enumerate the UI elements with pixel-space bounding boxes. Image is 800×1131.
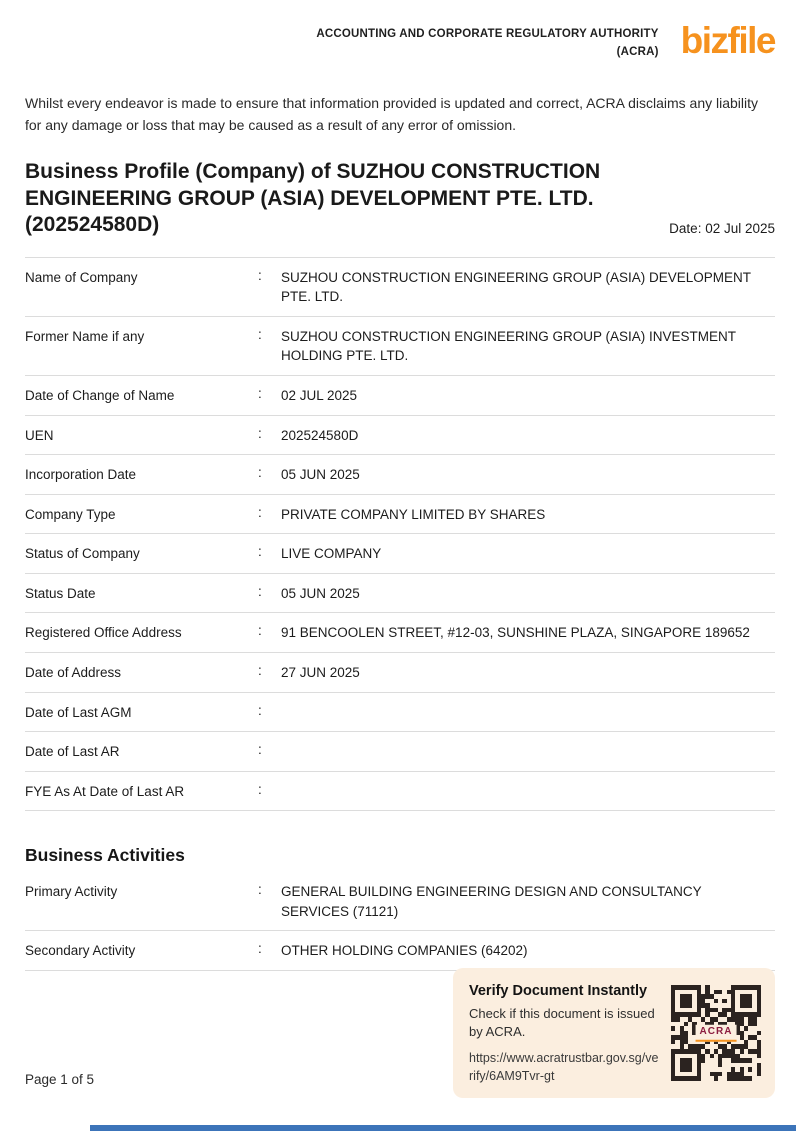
- table-row: [25, 574, 775, 614]
- row-value: LIVE COMPANY: [281, 546, 382, 562]
- page-number: Page 1 of 5: [25, 1072, 95, 1087]
- row-value: GENERAL BUILDING ENGINEERING DESIGN AND CONSULTANCY SERVICES (71121): [281, 884, 702, 919]
- row-separator: :: [258, 326, 262, 342]
- row-value: 05 JUN 2025: [281, 467, 360, 483]
- business-activities-heading: Business Activities: [25, 845, 185, 866]
- row-separator: :: [258, 544, 262, 560]
- verify-box: [453, 968, 775, 1098]
- row-separator: :: [258, 662, 262, 678]
- row-value: SUZHOU CONSTRUCTION ENGINEERING GROUP (ASIA) DEVELOPMENT PTE. LTD.: [281, 269, 751, 305]
- row-separator: :: [258, 425, 262, 441]
- row-label: Date of Last AR: [25, 744, 120, 760]
- row-value: OTHER HOLDING COMPANIES (64202): [281, 943, 528, 959]
- row-value: 05 JUN 2025: [281, 585, 360, 601]
- row-separator: :: [258, 623, 262, 639]
- table-row: [25, 653, 775, 693]
- row-label: Date of Last AGM: [25, 704, 132, 720]
- row-value: PRIVATE COMPANY LIMITED BY SHARES: [281, 506, 546, 522]
- table-row: [25, 376, 775, 416]
- document-date: Date: 02 Jul 2025: [669, 220, 775, 236]
- row-label: Incorporation Date: [25, 467, 137, 483]
- business-activities-table: [25, 872, 775, 971]
- authority-name: [316, 22, 658, 62]
- row-separator: :: [258, 781, 262, 797]
- table-row: [25, 455, 775, 495]
- verify-title: Verify Document Instantly: [469, 983, 648, 999]
- row-label: Primary Activity: [25, 884, 118, 900]
- bizfile-logo: bizfile: [680, 20, 775, 61]
- row-separator: :: [258, 267, 262, 283]
- company-details-table: [25, 257, 775, 811]
- table-row: [25, 258, 775, 317]
- authority-line1: ACCOUNTING AND CORPORATE REGULATORY AUTHORITY: [316, 28, 659, 40]
- row-label: Status Date: [25, 585, 96, 601]
- row-separator: :: [258, 465, 262, 481]
- title-row: [25, 159, 775, 238]
- row-value: 202524580D: [281, 427, 359, 443]
- row-value: SUZHOU CONSTRUCTION ENGINEERING GROUP (ASIA) INVESTMENT HOLDING PTE. LTD.: [281, 328, 736, 364]
- disclaimer-text: Whilst every endeavor is made to ensure that information provided is updated and correct, ACRA disclaims any liability for any damage or loss that may be caused as a result of any error of omission.: [25, 94, 759, 134]
- table-row: [25, 732, 775, 772]
- table-row: [25, 872, 775, 931]
- row-separator: :: [258, 941, 262, 957]
- table-row: [25, 931, 775, 971]
- authority-line2: (ACRA): [616, 45, 659, 58]
- verify-description: Check if this document is issued by ACRA.: [469, 1006, 655, 1040]
- row-value: 02 JUL 2025: [281, 388, 358, 404]
- row-label: UEN: [25, 427, 54, 443]
- table-row: [25, 613, 775, 653]
- row-label: Former Name if any: [25, 328, 145, 344]
- page-title: Business Profile (Company) of SUZHOU CONSTRUCTION ENGINEERING GROUP (ASIA) DEVELOPMENT PTE. LTD. (202524580D): [25, 160, 601, 237]
- table-row: [25, 693, 775, 733]
- document-header: [0, 0, 800, 62]
- row-separator: :: [258, 386, 262, 402]
- acra-qr-logo: ACRA: [696, 1025, 737, 1042]
- row-separator: :: [258, 702, 262, 718]
- row-label: Secondary Activity: [25, 943, 136, 959]
- row-label: Date of Address: [25, 664, 122, 680]
- row-label: Status of Company: [25, 546, 140, 562]
- table-row: [25, 772, 775, 812]
- row-value: 91 BENCOOLEN STREET, #12-03, SUNSHINE PLAZA, SINGAPORE 189652: [281, 625, 750, 641]
- verify-text-block: [469, 983, 661, 1084]
- verify-url-link[interactable]: https://www.acratrustbar.gov.sg/verify/6AM9Tvr-gt: [469, 1051, 659, 1083]
- row-label: Date of Change of Name: [25, 388, 175, 404]
- qr-code: [671, 985, 761, 1081]
- row-separator: :: [258, 504, 262, 520]
- row-separator: :: [258, 742, 262, 758]
- row-separator: :: [258, 882, 262, 898]
- row-label: Registered Office Address: [25, 625, 182, 641]
- row-value: 27 JUN 2025: [281, 664, 360, 680]
- row-label: Name of Company: [25, 269, 138, 285]
- row-label: FYE As At Date of Last AR: [25, 783, 185, 799]
- table-row: [25, 534, 775, 574]
- qr-module: [757, 1076, 761, 1081]
- row-separator: :: [258, 583, 262, 599]
- bottom-accent-bar: [90, 1125, 796, 1131]
- table-row: [25, 495, 775, 535]
- table-row: [25, 317, 775, 376]
- row-label: Company Type: [25, 506, 116, 522]
- table-row: [25, 416, 775, 456]
